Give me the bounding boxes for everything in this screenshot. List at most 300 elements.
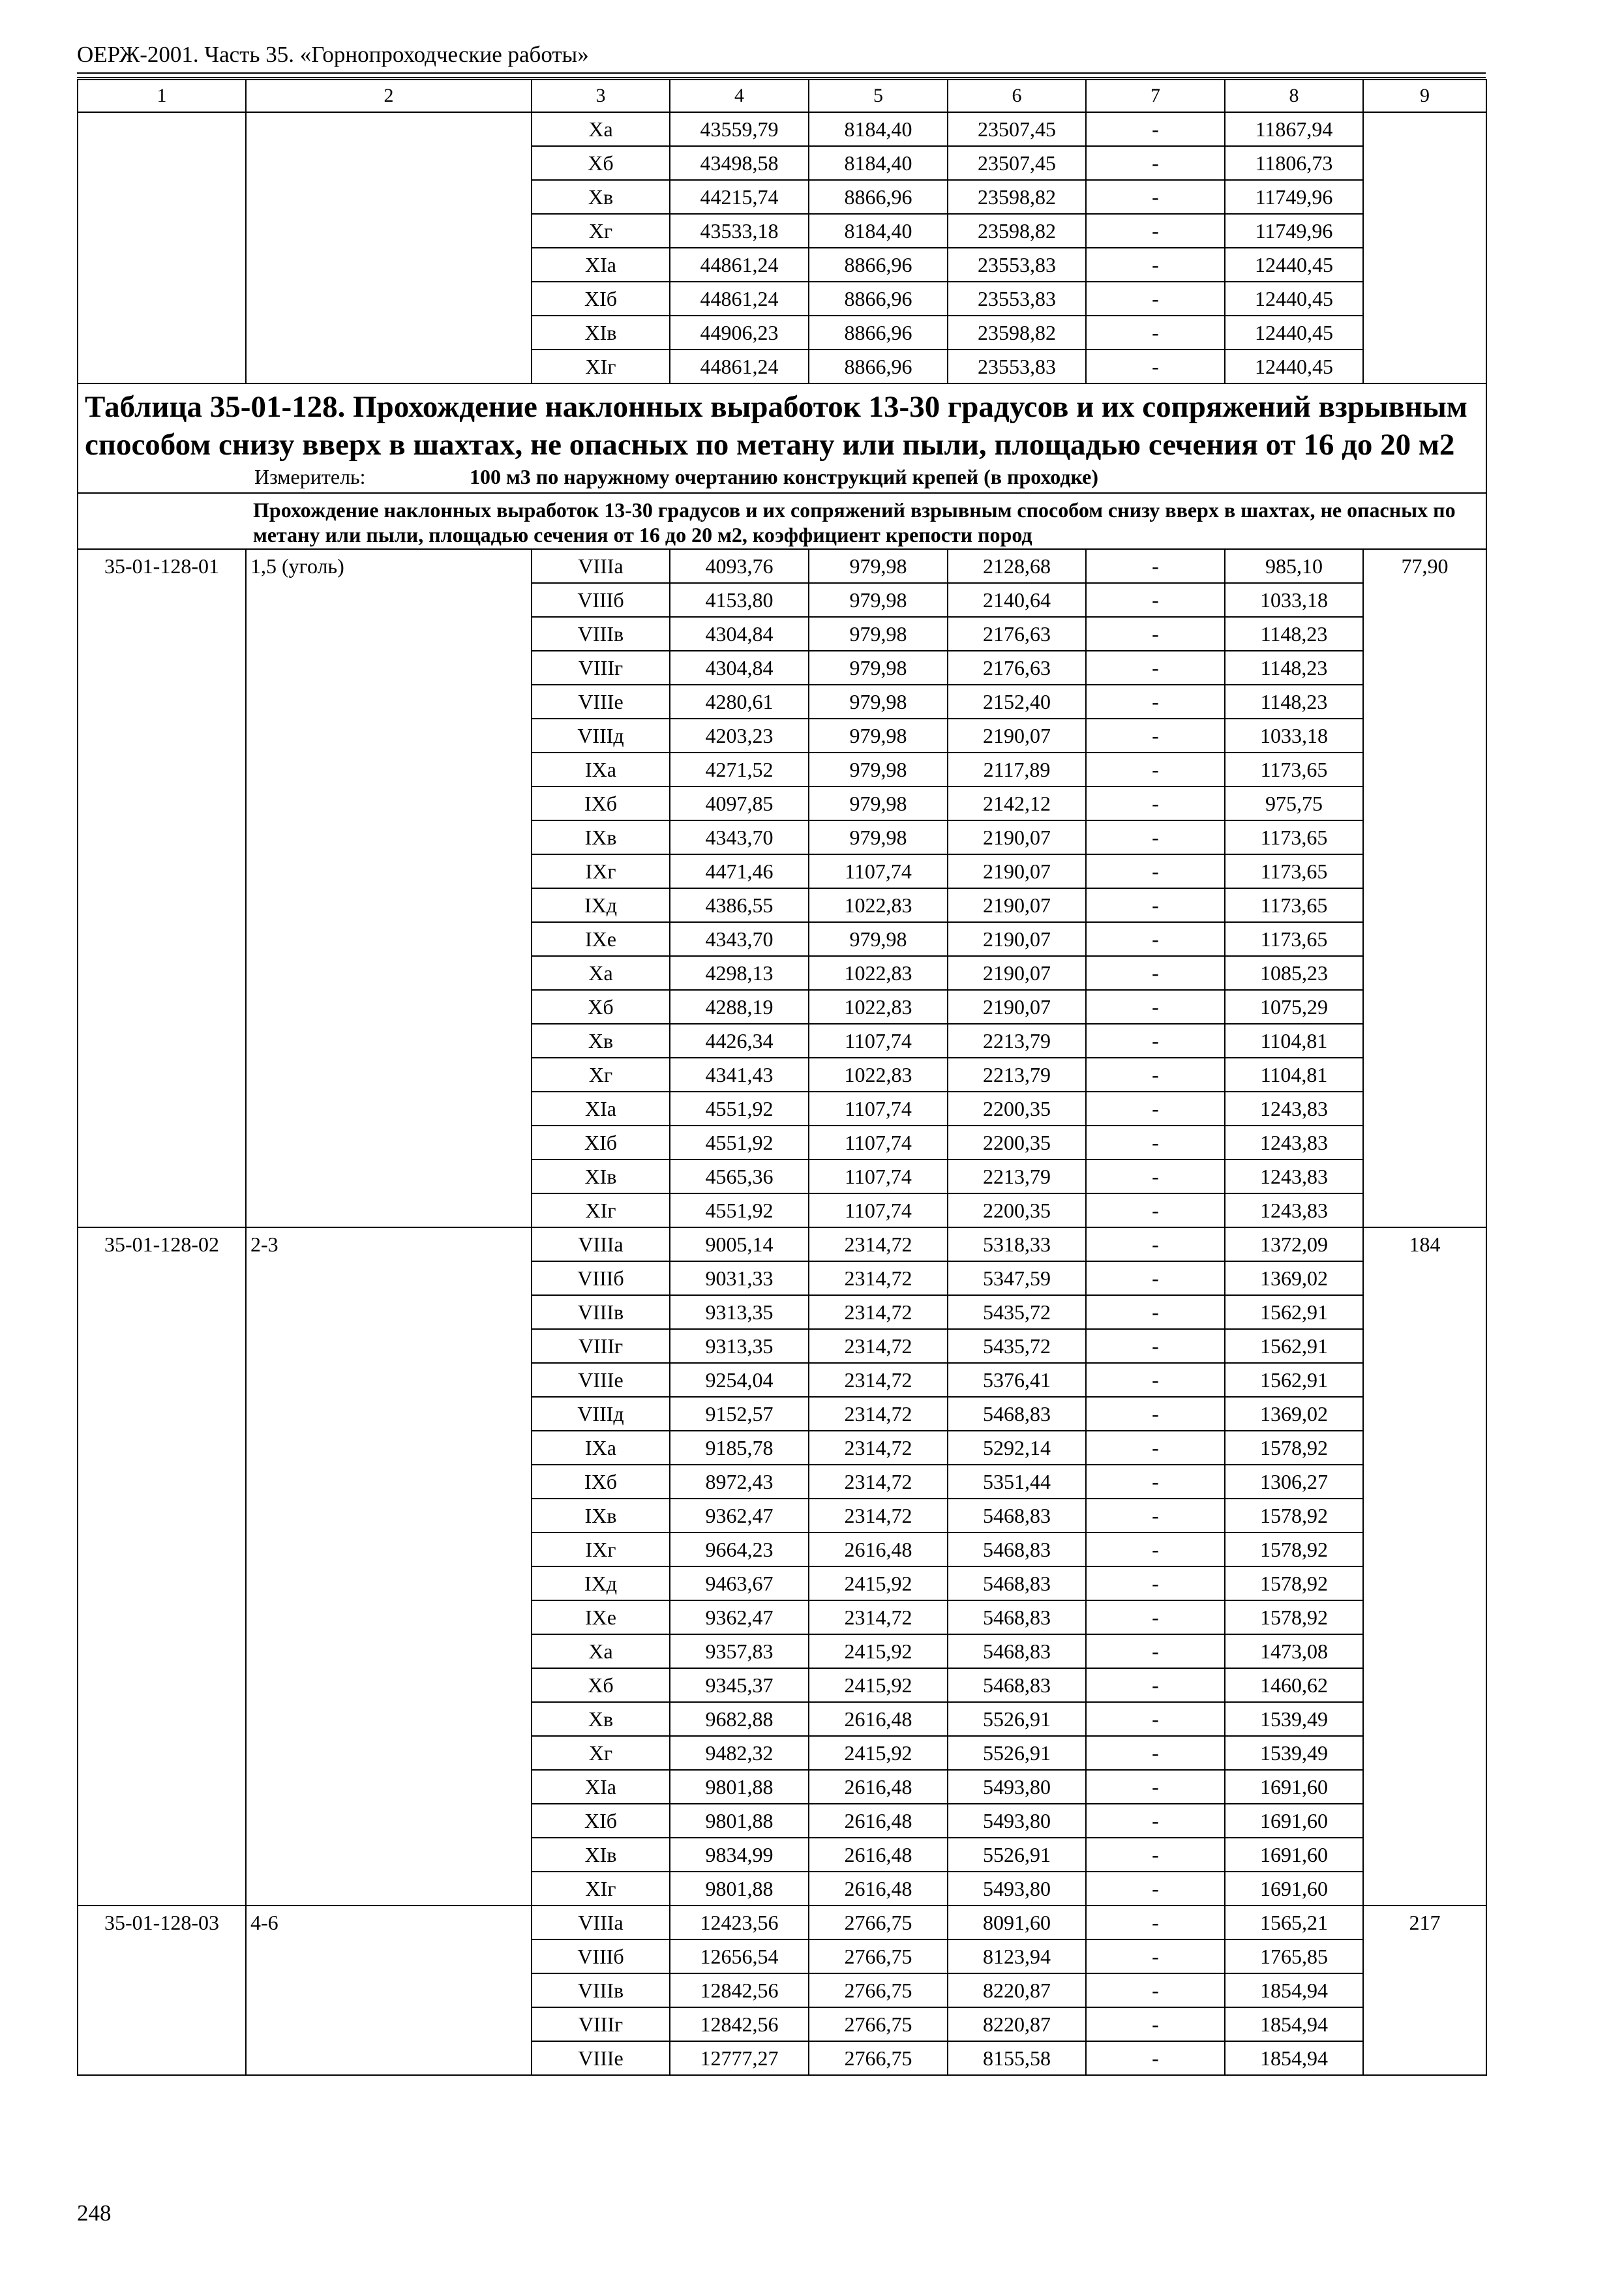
rock-category-cell: Xв bbox=[532, 1702, 670, 1736]
wages-cell: 2314,72 bbox=[809, 1431, 948, 1465]
total-cost-cell: 9801,88 bbox=[670, 1770, 809, 1804]
rock-category-cell: XIв bbox=[532, 1159, 670, 1193]
total-cost-cell: 9834,99 bbox=[670, 1838, 809, 1872]
wages-cell: 979,98 bbox=[809, 719, 948, 753]
drivers-wages-cell: - bbox=[1086, 685, 1225, 719]
total-cost-cell: 4280,61 bbox=[670, 685, 809, 719]
rock-category-cell: Xв bbox=[532, 1024, 670, 1058]
materials-cell: 1104,81 bbox=[1225, 1058, 1363, 1092]
machines-cell: 5435,72 bbox=[948, 1295, 1086, 1329]
index-cell: 184 bbox=[1363, 1227, 1486, 1906]
rock-category-cell: VIIIе bbox=[532, 2041, 670, 2075]
wages-cell: 2616,48 bbox=[809, 1804, 948, 1838]
total-cost-cell: 4551,92 bbox=[670, 1092, 809, 1126]
total-cost-cell: 9313,35 bbox=[670, 1295, 809, 1329]
table-row bbox=[78, 112, 1486, 146]
materials-cell: 1369,02 bbox=[1225, 1397, 1363, 1431]
materials-cell: 1578,92 bbox=[1225, 1431, 1363, 1465]
wages-cell: 979,98 bbox=[809, 685, 948, 719]
rock-category-cell: Xг bbox=[532, 1058, 670, 1092]
description-row bbox=[78, 493, 1486, 549]
drivers-wages-cell: - bbox=[1086, 990, 1225, 1024]
total-cost-cell: 44861,24 bbox=[670, 248, 809, 282]
total-cost-cell: 4271,52 bbox=[670, 753, 809, 786]
materials-cell: 1369,02 bbox=[1225, 1261, 1363, 1295]
rock-category-cell: IXе bbox=[532, 922, 670, 956]
machines-cell: 5526,91 bbox=[948, 1736, 1086, 1770]
drivers-wages-cell: - bbox=[1086, 1261, 1225, 1295]
rock-category-cell: XIб bbox=[532, 282, 670, 316]
rock-category-cell: XIг bbox=[532, 1872, 670, 1906]
rock-category-cell: IXб bbox=[532, 1465, 670, 1499]
machines-cell: 2190,07 bbox=[948, 888, 1086, 922]
materials-cell: 1578,92 bbox=[1225, 1566, 1363, 1600]
materials-cell: 1148,23 bbox=[1225, 685, 1363, 719]
drivers-wages-cell: - bbox=[1086, 1600, 1225, 1634]
table-title: Таблица 35-01-128. Прохождение наклонных выработок 13-30 градусов и их сопряжений взрывным способом снизу вверх в шахтах, не опасных по метану или пыли, площадью сечения от 16 до 20 м2 bbox=[85, 390, 1467, 462]
materials-cell: 1562,91 bbox=[1225, 1363, 1363, 1397]
drivers-wages-cell: - bbox=[1086, 2041, 1225, 2075]
drivers-wages-cell: - bbox=[1086, 146, 1225, 180]
machines-cell: 8091,60 bbox=[948, 1906, 1086, 1939]
wages-cell: 2314,72 bbox=[809, 1363, 948, 1397]
drivers-wages-cell: - bbox=[1086, 1227, 1225, 1261]
drivers-wages-cell: - bbox=[1086, 1668, 1225, 1702]
total-cost-cell: 4551,92 bbox=[670, 1126, 809, 1159]
drivers-wages-cell: - bbox=[1086, 651, 1225, 685]
wages-cell: 1022,83 bbox=[809, 888, 948, 922]
total-cost-cell: 4153,80 bbox=[670, 583, 809, 617]
machines-cell: 5347,59 bbox=[948, 1261, 1086, 1295]
wages-cell: 1022,83 bbox=[809, 1058, 948, 1092]
machines-cell: 2200,35 bbox=[948, 1193, 1086, 1227]
machines-cell: 5435,72 bbox=[948, 1329, 1086, 1363]
drivers-wages-cell: - bbox=[1086, 1024, 1225, 1058]
wages-cell: 8866,96 bbox=[809, 248, 948, 282]
column-number: 8 bbox=[1225, 80, 1363, 112]
drivers-wages-cell: - bbox=[1086, 350, 1225, 383]
total-cost-cell: 44906,23 bbox=[670, 316, 809, 350]
materials-cell: 1765,85 bbox=[1225, 1939, 1363, 1973]
drivers-wages-cell: - bbox=[1086, 888, 1225, 922]
machines-cell: 23507,45 bbox=[948, 146, 1086, 180]
materials-cell: 1243,83 bbox=[1225, 1092, 1363, 1126]
drivers-wages-cell: - bbox=[1086, 922, 1225, 956]
column-numbers-row bbox=[78, 80, 1486, 112]
rock-category-cell: IXб bbox=[532, 786, 670, 820]
materials-cell: 1173,65 bbox=[1225, 888, 1363, 922]
machines-cell: 2190,07 bbox=[948, 820, 1086, 854]
drivers-wages-cell: - bbox=[1086, 719, 1225, 753]
machines-cell: 8220,87 bbox=[948, 1973, 1086, 2007]
machines-cell: 5526,91 bbox=[948, 1838, 1086, 1872]
rock-category-cell: VIIIа bbox=[532, 1227, 670, 1261]
total-cost-cell: 9801,88 bbox=[670, 1804, 809, 1838]
wages-cell: 2314,72 bbox=[809, 1465, 948, 1499]
total-cost-cell: 4203,23 bbox=[670, 719, 809, 753]
rock-category-cell: Xб bbox=[532, 990, 670, 1024]
rock-category-cell: VIIIб bbox=[532, 583, 670, 617]
wages-cell: 2314,72 bbox=[809, 1295, 948, 1329]
machines-cell: 5468,83 bbox=[948, 1634, 1086, 1668]
drivers-wages-cell: - bbox=[1086, 1499, 1225, 1533]
machines-cell: 2128,68 bbox=[948, 549, 1086, 583]
machines-cell: 5493,80 bbox=[948, 1770, 1086, 1804]
materials-cell: 1033,18 bbox=[1225, 583, 1363, 617]
rock-category-cell: XIв bbox=[532, 1838, 670, 1872]
rock-category-cell: VIIIг bbox=[532, 651, 670, 685]
total-cost-cell: 4343,70 bbox=[670, 820, 809, 854]
materials-cell: 1460,62 bbox=[1225, 1668, 1363, 1702]
total-cost-cell: 44861,24 bbox=[670, 282, 809, 316]
materials-cell: 1243,83 bbox=[1225, 1126, 1363, 1159]
materials-cell: 11749,96 bbox=[1225, 214, 1363, 248]
machines-cell: 2200,35 bbox=[948, 1092, 1086, 1126]
drivers-wages-cell: - bbox=[1086, 1295, 1225, 1329]
rock-category-cell: VIIIв bbox=[532, 1973, 670, 2007]
total-cost-cell: 9005,14 bbox=[670, 1227, 809, 1261]
machines-cell: 2213,79 bbox=[948, 1159, 1086, 1193]
rock-category-cell: Xг bbox=[532, 1736, 670, 1770]
rock-category-cell: VIIIв bbox=[532, 1295, 670, 1329]
total-cost-cell: 12423,56 bbox=[670, 1906, 809, 1939]
wages-cell: 2415,92 bbox=[809, 1634, 948, 1668]
materials-cell: 985,10 bbox=[1225, 549, 1363, 583]
wages-cell: 2314,72 bbox=[809, 1600, 948, 1634]
materials-cell: 1562,91 bbox=[1225, 1329, 1363, 1363]
rock-category-cell: VIIIв bbox=[532, 617, 670, 651]
index-cell: 77,90 bbox=[1363, 549, 1486, 1227]
table-row bbox=[78, 1906, 1486, 1939]
drivers-wages-cell: - bbox=[1086, 1634, 1225, 1668]
wages-cell: 979,98 bbox=[809, 583, 948, 617]
drivers-wages-cell: - bbox=[1086, 617, 1225, 651]
machines-cell: 23553,83 bbox=[948, 282, 1086, 316]
rock-category-cell: XIб bbox=[532, 1126, 670, 1159]
drivers-wages-cell: - bbox=[1086, 1736, 1225, 1770]
hardness-cell bbox=[246, 112, 532, 383]
machines-cell: 8123,94 bbox=[948, 1939, 1086, 1973]
wages-cell: 2616,48 bbox=[809, 1838, 948, 1872]
materials-cell: 11806,73 bbox=[1225, 146, 1363, 180]
materials-cell: 1173,65 bbox=[1225, 753, 1363, 786]
column-number: 1 bbox=[78, 80, 246, 112]
rock-category-cell: XIг bbox=[532, 1193, 670, 1227]
drivers-wages-cell: - bbox=[1086, 1770, 1225, 1804]
drivers-wages-cell: - bbox=[1086, 1533, 1225, 1566]
rock-category-cell: IXе bbox=[532, 1600, 670, 1634]
materials-cell: 1173,65 bbox=[1225, 922, 1363, 956]
total-cost-cell: 43533,18 bbox=[670, 214, 809, 248]
rock-category-cell: VIIIг bbox=[532, 2007, 670, 2041]
wages-cell: 8866,96 bbox=[809, 180, 948, 214]
header-rule bbox=[77, 72, 1486, 74]
rock-category-cell: Xа bbox=[532, 112, 670, 146]
machines-cell: 5468,83 bbox=[948, 1397, 1086, 1431]
machines-cell: 5526,91 bbox=[948, 1702, 1086, 1736]
total-cost-cell: 4298,13 bbox=[670, 956, 809, 990]
total-cost-cell: 12777,27 bbox=[670, 2041, 809, 2075]
total-cost-cell: 12656,54 bbox=[670, 1939, 809, 1973]
materials-cell: 975,75 bbox=[1225, 786, 1363, 820]
drivers-wages-cell: - bbox=[1086, 1702, 1225, 1736]
table-row bbox=[78, 1227, 1486, 1261]
drivers-wages-cell: - bbox=[1086, 180, 1225, 214]
wages-cell: 8866,96 bbox=[809, 282, 948, 316]
column-number: 3 bbox=[532, 80, 670, 112]
table-title-cell bbox=[78, 383, 1486, 493]
materials-cell: 1148,23 bbox=[1225, 617, 1363, 651]
drivers-wages-cell: - bbox=[1086, 786, 1225, 820]
total-cost-cell: 9482,32 bbox=[670, 1736, 809, 1770]
wages-cell: 1022,83 bbox=[809, 990, 948, 1024]
drivers-wages-cell: - bbox=[1086, 1058, 1225, 1092]
wages-cell: 2766,75 bbox=[809, 2007, 948, 2041]
total-cost-cell: 4304,84 bbox=[670, 617, 809, 651]
wages-cell: 8866,96 bbox=[809, 316, 948, 350]
machines-cell: 5351,44 bbox=[948, 1465, 1086, 1499]
total-cost-cell: 9463,67 bbox=[670, 1566, 809, 1600]
machines-cell: 2152,40 bbox=[948, 685, 1086, 719]
rock-category-cell: Xб bbox=[532, 146, 670, 180]
drivers-wages-cell: - bbox=[1086, 1159, 1225, 1193]
rock-category-cell: XIа bbox=[532, 1092, 670, 1126]
wages-cell: 2314,72 bbox=[809, 1499, 948, 1533]
total-cost-cell: 4097,85 bbox=[670, 786, 809, 820]
drivers-wages-cell: - bbox=[1086, 1838, 1225, 1872]
wages-cell: 1022,83 bbox=[809, 956, 948, 990]
rock-category-cell: IXа bbox=[532, 1431, 670, 1465]
rock-category-cell: IXв bbox=[532, 1499, 670, 1533]
materials-cell: 1033,18 bbox=[1225, 719, 1363, 753]
materials-cell: 1691,60 bbox=[1225, 1770, 1363, 1804]
wages-cell: 979,98 bbox=[809, 651, 948, 685]
machines-cell: 2190,07 bbox=[948, 719, 1086, 753]
drivers-wages-cell: - bbox=[1086, 1939, 1225, 1973]
rock-category-cell: Xв bbox=[532, 180, 670, 214]
rock-category-cell: IXа bbox=[532, 753, 670, 786]
drivers-wages-cell: - bbox=[1086, 956, 1225, 990]
materials-cell: 1562,91 bbox=[1225, 1295, 1363, 1329]
wages-cell: 979,98 bbox=[809, 549, 948, 583]
page-number: 248 bbox=[77, 2200, 112, 2226]
machines-cell: 2190,07 bbox=[948, 922, 1086, 956]
machines-cell: 2213,79 bbox=[948, 1024, 1086, 1058]
materials-cell: 12440,45 bbox=[1225, 350, 1363, 383]
rock-category-cell: VIIIд bbox=[532, 719, 670, 753]
rock-category-cell: VIIIд bbox=[532, 1397, 670, 1431]
wages-cell: 979,98 bbox=[809, 786, 948, 820]
total-cost-cell: 9801,88 bbox=[670, 1872, 809, 1906]
total-cost-cell: 9152,57 bbox=[670, 1397, 809, 1431]
wages-cell: 8184,40 bbox=[809, 146, 948, 180]
total-cost-cell: 4304,84 bbox=[670, 651, 809, 685]
materials-cell: 1854,94 bbox=[1225, 1973, 1363, 2007]
materials-cell: 1578,92 bbox=[1225, 1600, 1363, 1634]
table-title-row bbox=[78, 383, 1486, 493]
materials-cell: 1075,29 bbox=[1225, 990, 1363, 1024]
total-cost-cell: 9664,23 bbox=[670, 1533, 809, 1566]
rates-table bbox=[77, 79, 1487, 2076]
machines-cell: 5493,80 bbox=[948, 1872, 1086, 1906]
wages-cell: 1107,74 bbox=[809, 854, 948, 888]
rock-category-cell: VIIIа bbox=[532, 1906, 670, 1939]
machines-cell: 5318,33 bbox=[948, 1227, 1086, 1261]
total-cost-cell: 44215,74 bbox=[670, 180, 809, 214]
total-cost-cell: 9254,04 bbox=[670, 1363, 809, 1397]
rock-category-cell: XIб bbox=[532, 1804, 670, 1838]
header-rule-second bbox=[77, 77, 1486, 78]
total-cost-cell: 4343,70 bbox=[670, 922, 809, 956]
drivers-wages-cell: - bbox=[1086, 112, 1225, 146]
machines-cell: 23553,83 bbox=[948, 248, 1086, 282]
total-cost-cell: 9185,78 bbox=[670, 1431, 809, 1465]
machines-cell: 2190,07 bbox=[948, 990, 1086, 1024]
rock-category-cell: IXг bbox=[532, 1533, 670, 1566]
drivers-wages-cell: - bbox=[1086, 316, 1225, 350]
wages-cell: 2766,75 bbox=[809, 1939, 948, 1973]
wages-cell: 1107,74 bbox=[809, 1092, 948, 1126]
total-cost-cell: 4288,19 bbox=[670, 990, 809, 1024]
machines-cell: 23598,82 bbox=[948, 180, 1086, 214]
drivers-wages-cell: - bbox=[1086, 1872, 1225, 1906]
wages-cell: 1107,74 bbox=[809, 1193, 948, 1227]
machines-cell: 5468,83 bbox=[948, 1566, 1086, 1600]
total-cost-cell: 9682,88 bbox=[670, 1702, 809, 1736]
wages-cell: 1107,74 bbox=[809, 1126, 948, 1159]
wages-cell: 2415,92 bbox=[809, 1668, 948, 1702]
materials-cell: 1854,94 bbox=[1225, 2007, 1363, 2041]
materials-cell: 12440,45 bbox=[1225, 316, 1363, 350]
drivers-wages-cell: - bbox=[1086, 583, 1225, 617]
total-cost-cell: 9345,37 bbox=[670, 1668, 809, 1702]
machines-cell: 2190,07 bbox=[948, 956, 1086, 990]
rock-category-cell: VIIIе bbox=[532, 1363, 670, 1397]
wages-cell: 979,98 bbox=[809, 753, 948, 786]
materials-cell: 1173,65 bbox=[1225, 820, 1363, 854]
rock-category-cell: IXг bbox=[532, 854, 670, 888]
drivers-wages-cell: - bbox=[1086, 1431, 1225, 1465]
code-cell: 35-01-128-03 bbox=[78, 1906, 246, 2075]
code-cell: 35-01-128-02 bbox=[78, 1227, 246, 1906]
machines-cell: 2176,63 bbox=[948, 617, 1086, 651]
hardness-cell: 2-3 bbox=[246, 1227, 532, 1906]
machines-cell: 8220,87 bbox=[948, 2007, 1086, 2041]
drivers-wages-cell: - bbox=[1086, 1973, 1225, 2007]
wages-cell: 2314,72 bbox=[809, 1261, 948, 1295]
total-cost-cell: 4551,92 bbox=[670, 1193, 809, 1227]
machines-cell: 23507,45 bbox=[948, 112, 1086, 146]
drivers-wages-cell: - bbox=[1086, 854, 1225, 888]
wages-cell: 2766,75 bbox=[809, 2041, 948, 2075]
drivers-wages-cell: - bbox=[1086, 1092, 1225, 1126]
materials-cell: 1539,49 bbox=[1225, 1702, 1363, 1736]
materials-cell: 1539,49 bbox=[1225, 1736, 1363, 1770]
table-row bbox=[78, 549, 1486, 583]
materials-cell: 1243,83 bbox=[1225, 1193, 1363, 1227]
wages-cell: 2415,92 bbox=[809, 1736, 948, 1770]
total-cost-cell: 43498,58 bbox=[670, 146, 809, 180]
machines-cell: 2176,63 bbox=[948, 651, 1086, 685]
total-cost-cell: 12842,56 bbox=[670, 1973, 809, 2007]
drivers-wages-cell: - bbox=[1086, 214, 1225, 248]
drivers-wages-cell: - bbox=[1086, 1193, 1225, 1227]
materials-cell: 1565,21 bbox=[1225, 1906, 1363, 1939]
wages-cell: 2616,48 bbox=[809, 1872, 948, 1906]
materials-cell: 1691,60 bbox=[1225, 1804, 1363, 1838]
wages-cell: 979,98 bbox=[809, 820, 948, 854]
wages-cell: 2616,48 bbox=[809, 1770, 948, 1804]
wages-cell: 8184,40 bbox=[809, 214, 948, 248]
rock-category-cell: IXд bbox=[532, 1566, 670, 1600]
machines-cell: 2142,12 bbox=[948, 786, 1086, 820]
wages-cell: 2616,48 bbox=[809, 1533, 948, 1566]
rock-category-cell: XIа bbox=[532, 248, 670, 282]
materials-cell: 1473,08 bbox=[1225, 1634, 1363, 1668]
drivers-wages-cell: - bbox=[1086, 1804, 1225, 1838]
rock-category-cell: Xб bbox=[532, 1668, 670, 1702]
machines-cell: 5376,41 bbox=[948, 1363, 1086, 1397]
wages-cell: 2314,72 bbox=[809, 1227, 948, 1261]
machines-cell: 5468,83 bbox=[948, 1600, 1086, 1634]
page-header: ОЕРЖ-2001. Часть 35. «Горнопроходческие работы» bbox=[77, 42, 589, 67]
index-cell bbox=[1363, 112, 1486, 383]
unit-line bbox=[85, 464, 1479, 490]
materials-cell: 1306,27 bbox=[1225, 1465, 1363, 1499]
machines-cell: 5493,80 bbox=[948, 1804, 1086, 1838]
column-number: 5 bbox=[809, 80, 948, 112]
machines-cell: 2200,35 bbox=[948, 1126, 1086, 1159]
wages-cell: 8184,40 bbox=[809, 112, 948, 146]
total-cost-cell: 4471,46 bbox=[670, 854, 809, 888]
materials-cell: 1854,94 bbox=[1225, 2041, 1363, 2075]
drivers-wages-cell: - bbox=[1086, 282, 1225, 316]
rock-category-cell: VIIIб bbox=[532, 1261, 670, 1295]
drivers-wages-cell: - bbox=[1086, 1465, 1225, 1499]
materials-cell: 1578,92 bbox=[1225, 1499, 1363, 1533]
column-number: 9 bbox=[1363, 80, 1486, 112]
total-cost-cell: 9362,47 bbox=[670, 1600, 809, 1634]
rock-category-cell: XIа bbox=[532, 1770, 670, 1804]
drivers-wages-cell: - bbox=[1086, 1126, 1225, 1159]
machines-cell: 5468,83 bbox=[948, 1533, 1086, 1566]
materials-cell: 1691,60 bbox=[1225, 1838, 1363, 1872]
materials-cell: 1085,23 bbox=[1225, 956, 1363, 990]
rock-category-cell: VIIIе bbox=[532, 685, 670, 719]
materials-cell: 12440,45 bbox=[1225, 248, 1363, 282]
total-cost-cell: 43559,79 bbox=[670, 112, 809, 146]
rock-category-cell: Xг bbox=[532, 214, 670, 248]
description-cell: Прохождение наклонных выработок 13-30 градусов и их сопряжений взрывным способом снизу вверх в шахтах, не опасных по метану или пыли, площадью сечения от 16 до 20 м2, коэффициент крепости пород bbox=[78, 493, 1486, 549]
total-cost-cell: 9357,83 bbox=[670, 1634, 809, 1668]
hardness-cell: 4-6 bbox=[246, 1906, 532, 2075]
materials-cell: 12440,45 bbox=[1225, 282, 1363, 316]
rock-category-cell: VIIIа bbox=[532, 549, 670, 583]
table-body bbox=[78, 80, 1486, 2075]
drivers-wages-cell: - bbox=[1086, 1397, 1225, 1431]
drivers-wages-cell: - bbox=[1086, 2007, 1225, 2041]
drivers-wages-cell: - bbox=[1086, 549, 1225, 583]
wages-cell: 979,98 bbox=[809, 617, 948, 651]
drivers-wages-cell: - bbox=[1086, 753, 1225, 786]
drivers-wages-cell: - bbox=[1086, 1329, 1225, 1363]
materials-cell: 1243,83 bbox=[1225, 1159, 1363, 1193]
rock-category-cell: IXв bbox=[532, 820, 670, 854]
total-cost-cell: 44861,24 bbox=[670, 350, 809, 383]
drivers-wages-cell: - bbox=[1086, 1363, 1225, 1397]
column-number: 7 bbox=[1086, 80, 1225, 112]
machines-cell: 2117,89 bbox=[948, 753, 1086, 786]
